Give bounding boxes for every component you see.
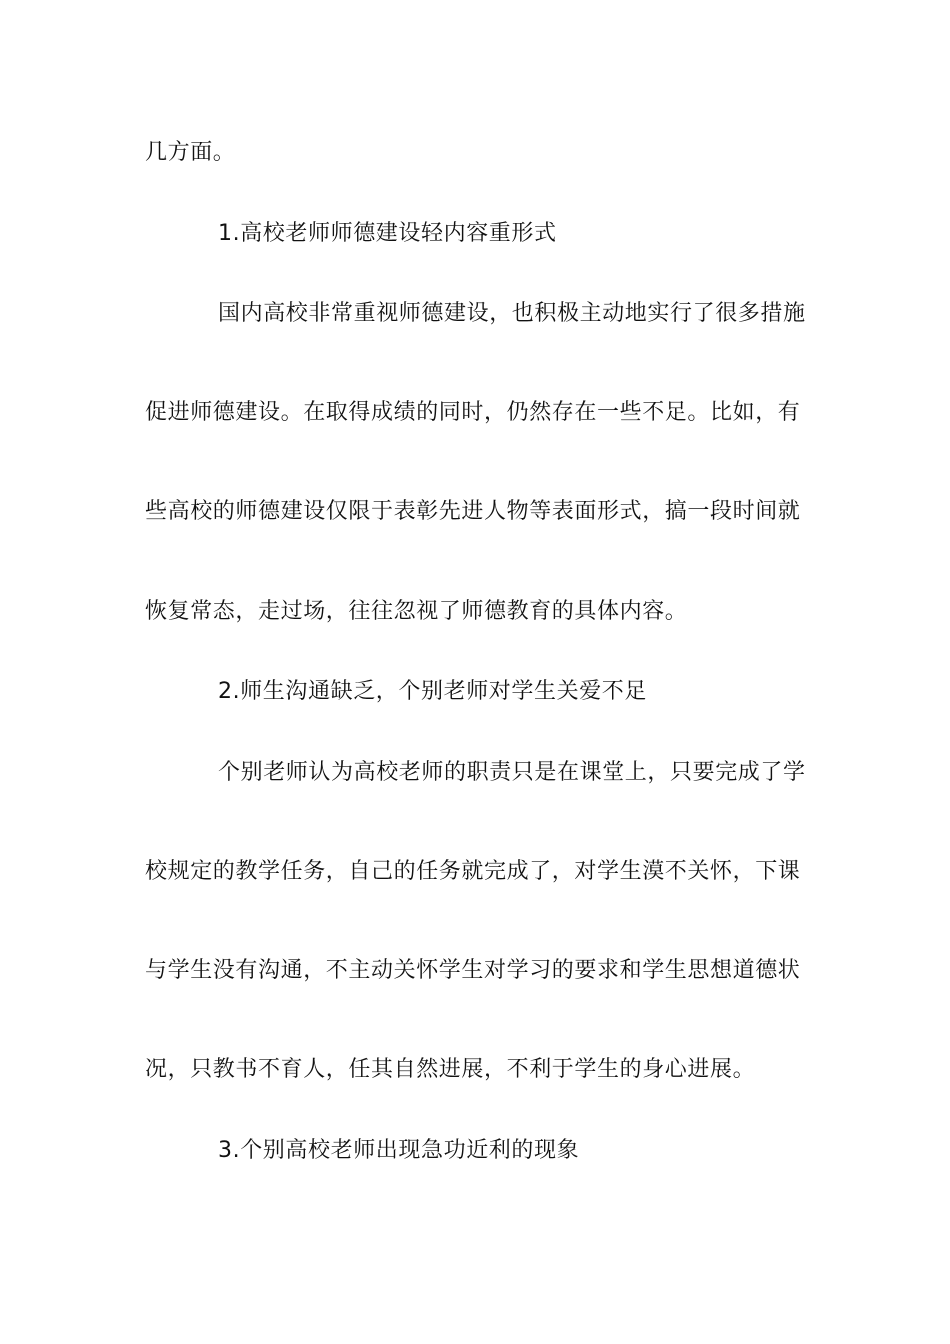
paragraph-line: 促进师德建设。在取得成绩的同时，仍然存在一些不足。比如，有 (145, 400, 801, 425)
paragraph-line: 国内高校非常重视师德建设，也积极主动地实行了很多措施 (218, 301, 806, 326)
section-heading-1: 1.高校老师师德建设轻内容重形式 (218, 221, 557, 246)
paragraph-line: 校规定的教学任务，自己的任务就完成了，对学生漠不关怀，下课 (145, 859, 801, 884)
section-heading-2: 2.师生沟通缺乏，个别老师对学生关爱不足 (218, 679, 647, 704)
paragraph-line: 几方面。 (145, 140, 236, 165)
paragraph-line: 恢复常态，走过场，往往忽视了师德教育的具体内容。 (145, 599, 688, 624)
paragraph-line: 些高校的师德建设仅限于表彰先进人物等表面形式，搞一段时间就 (145, 499, 801, 524)
paragraph-line: 个别老师认为高校老师的职责只是在课堂上，只要完成了学 (218, 760, 806, 785)
paragraph-line: 况，只教书不育人，任其自然进展，不利于学生的身心进展。 (145, 1057, 756, 1082)
paragraph-line: 与学生没有沟通，不主动关怀学生对学习的要求和学生思想道德状 (145, 958, 801, 983)
section-heading-3: 3.个别高校老师出现急功近利的现象 (218, 1138, 580, 1163)
